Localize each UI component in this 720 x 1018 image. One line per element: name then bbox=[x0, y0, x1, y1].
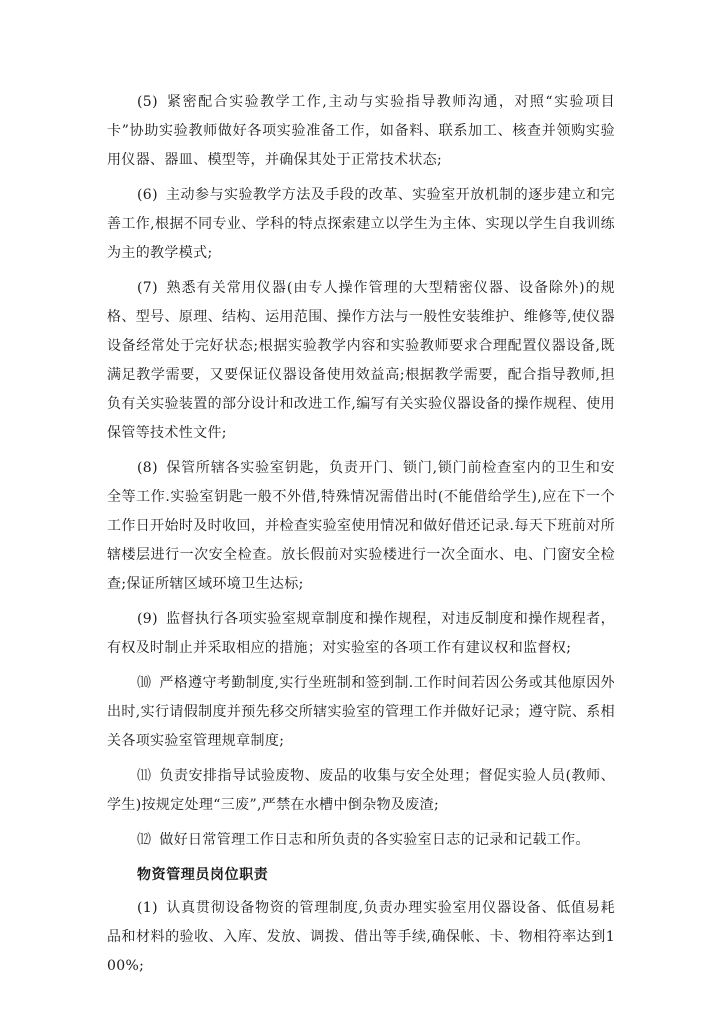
paragraph-11 bbox=[107, 762, 615, 820]
paragraph-text: 主动参与实验教学方法及手段的改革、实验室开放机制的逐步建立和完善工作,根据不同专业、学科的特点探索建立以学生为主体、实现以学生自我训练为主的教学模式; bbox=[107, 187, 615, 261]
paragraph-6 bbox=[107, 181, 615, 268]
item-number: (6) bbox=[137, 187, 158, 203]
paragraph-text: 保管所辖各实验室钥匙，负责开门、锁门,锁门前检查室内的卫生和安全等工作.实验室钥匙一般不外借,特殊情况需借出时(不能借给学生),应在下一个工作日开始时及时收回，并检查实验室使用情况和做好借还记录.每天下班前对所辖楼层进行一次安全检查。放长假前对实验楼进行一次全面水、电、门窗安全检查;保证所辖区域环境卫生达标; bbox=[107, 460, 615, 592]
paragraph-text: 做好日常管理工作日志和所负责的各实验室日志的记录和记载工作。 bbox=[159, 832, 590, 848]
paragraph-7 bbox=[107, 274, 615, 448]
paragraph-text: 认真贯彻设备物资的管理制度,负责办理实验室用仪器设备、低值易耗品和材料的验收、入库、发放、调拨、借出等手续,确保帐、卡、物相符率达到100%; bbox=[107, 900, 615, 974]
paragraph-text: 严格遵守考勤制度,实行坐班制和签到制.工作时间若因公务或其他原因外出时,实行请假制度并预先移交所辖实验室的管理工作并做好记录；遵守院、系相关各项实验室管理规章制度; bbox=[107, 675, 615, 749]
paragraph-10 bbox=[107, 669, 615, 756]
item-number: (9) bbox=[137, 611, 158, 627]
paragraph-text: 监督执行各项实验室规章制度和操作规程，对违反制度和操作规程者，有权及时制止并采取相应的措施；对实验室的各项工作有建议权和监督权; bbox=[107, 611, 615, 656]
paragraph-9 bbox=[107, 605, 615, 663]
paragraph-text: 紧密配合实验教学工作,主动与实验指导教师沟通，对照“实验项目卡”协助实验教师做好各项实验准备工作，如备料、联系加工、核查并领购实验用仪器、器皿、模型等，并确保其处于正常技术状态; bbox=[107, 94, 615, 168]
paragraph-12 bbox=[107, 826, 615, 855]
paragraph-5 bbox=[107, 88, 615, 175]
paragraph-text: 负责安排指导试验废物、废品的收集与安全处理；督促实验人员(教师、学生)按规定处理“三废”,严禁在水槽中倒杂物及废渣; bbox=[107, 768, 615, 813]
section-heading: 物资管理员岗位职责 bbox=[137, 867, 269, 883]
document-body bbox=[107, 88, 615, 987]
item-number: ⑽ bbox=[137, 675, 152, 691]
item-number: (5) bbox=[137, 94, 158, 110]
paragraph-8 bbox=[107, 454, 615, 599]
item-number: ⑿ bbox=[137, 832, 152, 848]
item-number: ⑾ bbox=[137, 768, 152, 784]
paragraph-1 bbox=[107, 894, 615, 981]
item-number: (1) bbox=[137, 900, 158, 916]
paragraph-text: 熟悉有关常用仪器(由专人操作管理的大型精密仪器、设备除外)的规格、型号、原理、结构、运用范围、操作方法与一般性安装维护、维修等,使仪器设备经常处于完好状态;根据实验教学内容和实验教师要求合理配置仪器设备,既满足教学需要，又要保证仪器设备使用效益高;根据教学需要，配合指导教师,担负有关实验装置的部分设计和改进工作,编写有关实验仪器设备的操作规程、使用保管等技术性文件; bbox=[107, 280, 615, 441]
item-number: (8) bbox=[137, 460, 158, 476]
item-number: (7) bbox=[137, 280, 158, 296]
